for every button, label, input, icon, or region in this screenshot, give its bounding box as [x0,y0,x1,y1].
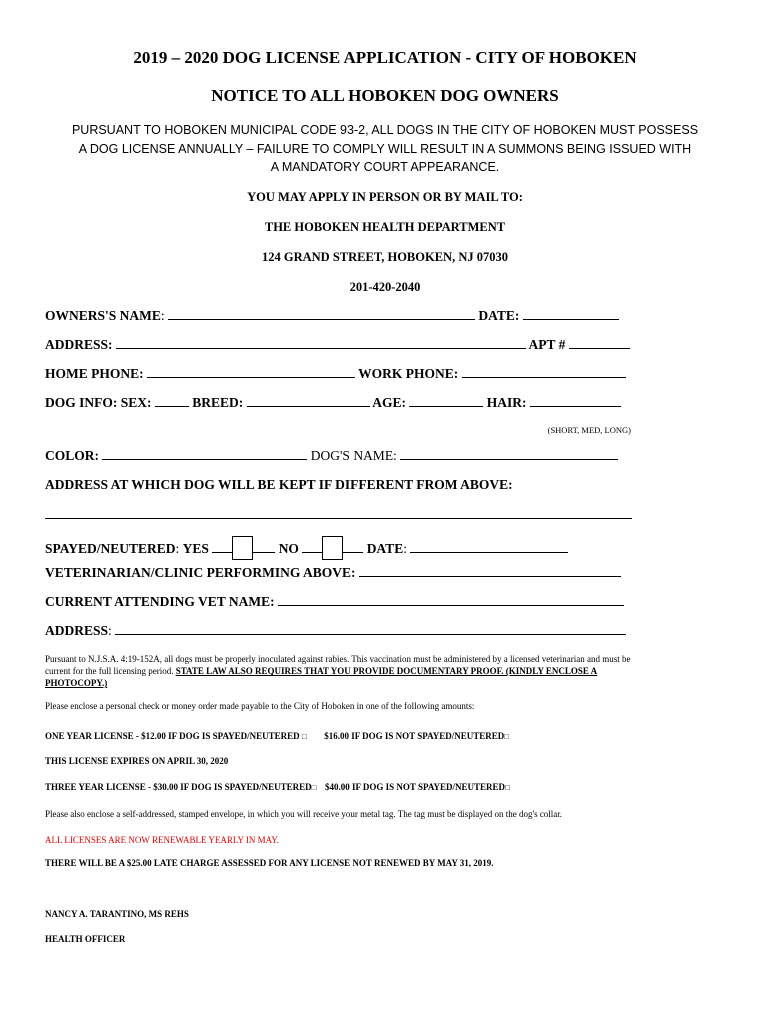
notice-line-1: PURSUANT TO HOBOKEN MUNICIPAL CODE 93-2, ALL DOGS IN THE CITY OF HOBOKEN MUST POSSESS [71,123,699,137]
three-year-license-row [45,782,510,792]
address-row [45,337,630,353]
no-checkbox[interactable] [322,536,343,560]
department-address: 124 GRAND STREET, HOBOKEN, NJ 07030 [262,250,508,264]
payment-instruction: Please enclose a personal check or money order made payable to the City of Hoboken in one of the following amounts: [45,701,475,711]
three-year-not-spayed: $40.00 IF DOG IS NOT SPAYED/NEUTERED [324,782,506,792]
age-label: AGE: [372,395,407,410]
hair-field[interactable] [530,395,621,407]
signatory-name: NANCY A. TARANTINO, MS REHS [45,909,189,919]
one-year-not-spayed-checkbox[interactable]: □ [504,732,510,741]
no-label: NO [278,541,299,556]
one-year-spayed: ONE YEAR LICENSE - $12.00 IF DOG IS SPAYED/NEUTERED [45,731,300,741]
breed-field[interactable] [247,395,370,407]
owners-name-label: OWNERS'S NAME [45,308,161,323]
owners-name-row: OWNERS'S NAME: DATE: [45,308,619,324]
envelope-instruction: Please also enclose a self-addressed, stamped envelope, in which you will receive your metal tag. The tag must be displayed on the dog's collar. [45,809,563,819]
one-year-not-spayed: $16.00 IF DOG IS NOT SPAYED/NEUTERED [324,731,505,741]
rabies-paragraph [45,653,630,689]
dogs-name-label: DOG'S NAME: [310,448,397,463]
work-phone-field[interactable] [462,366,626,378]
date2-label: DATE [366,541,404,556]
spayed-label: SPAYED/NEUTERED [45,541,176,556]
color-label: COLOR: [45,448,99,463]
work-phone-label: WORK PHONE: [358,366,459,381]
hair-label: HAIR: [486,395,527,410]
notice-line-2: A DOG LICENSE ANNUALLY – FAILURE TO COMPLY WILL RESULT IN A SUMMONS BEING ISSUED WITH [78,141,692,156]
vet-clinic-row [45,565,621,581]
color-field[interactable] [102,448,307,460]
vet-address-field[interactable] [115,623,626,635]
vet-address-row: ADDRESS: [45,623,626,639]
vet-clinic-field[interactable] [359,565,621,577]
current-vet-label: CURRENT ATTENDING VET NAME: [45,594,275,609]
current-vet-row [45,594,624,610]
current-vet-field[interactable] [278,594,624,606]
department-name: THE HOBOKEN HEALTH DEPARTMENT [264,220,506,234]
date-field[interactable] [523,308,619,320]
notice-line-3: A MANDATORY COURT APPEARANCE. [270,160,500,174]
sex-label: DOG INFO: SEX: [45,395,152,410]
yes-checkbox[interactable] [232,536,253,560]
date-label: DATE: [478,308,520,323]
dog-address-label: ADDRESS AT WHICH DOG WILL BE KEPT IF DIFFERENT FROM ABOVE: [45,477,513,492]
signatory-title: HEALTH OFFICER [45,934,126,944]
dog-address-field[interactable] [45,507,632,519]
dogs-name-field[interactable] [400,448,618,460]
rabies-line-1: Pursuant to N.J.S.A. 4:19-152A, all dogs must be properly inoculated against rabies. This vaccination must be administered by a licensed veterinarian and must be [45,654,631,664]
rabies-line-2: current for the full licensing period. STATE LAW ALSO REQUIRES THAT YOU PROVIDE DOCUMENTARY PROOF. (KINDLY ENCLOSE A [45,666,598,676]
home-phone-label: HOME PHONE: [45,366,144,381]
address-label: ADDRESS: [45,337,113,352]
age-field[interactable] [409,395,483,407]
state-law-notice: STATE LAW ALSO REQUIRES THAT YOU PROVIDE DOCUMENTARY PROOF. (KINDLY ENCLOSE A [175,666,598,676]
three-year-spayed: THREE YEAR LICENSE - $30.00 IF DOG IS SPAYED/NEUTERED [45,782,312,792]
three-year-spayed-checkbox[interactable]: □ [311,783,317,792]
license-expiration: THIS LICENSE EXPIRES ON APRIL 30, 2020 [45,756,229,766]
hair-hint: (SHORT, MED, LONG) [547,425,631,435]
three-year-not-spayed-checkbox[interactable]: □ [505,783,510,792]
spayed-row: SPAYED/NEUTERED: YES NO DATE: [45,536,568,560]
apt-field[interactable] [569,337,630,349]
owners-name-field[interactable] [168,308,475,320]
color-row [45,448,618,464]
sex-field[interactable] [155,395,189,407]
address-field[interactable] [116,337,526,349]
spay-date-field[interactable] [410,541,568,553]
page-subtitle: NOTICE TO ALL HOBOKEN DOG OWNERS [211,86,559,105]
vet-clinic-label: VETERINARIAN/CLINIC PERFORMING ABOVE: [45,565,356,580]
breed-label: BREED: [192,395,244,410]
phone-row [45,366,626,382]
one-year-license-row [45,731,509,741]
vet-address-label: ADDRESS [45,623,109,638]
yes-label: YES [182,541,209,556]
department-phone: 201-420-2040 [349,280,421,294]
late-charge-notice: THERE WILL BE A $25.00 LATE CHARGE ASSESSED FOR ANY LICENSE NOT RENEWED BY MAY 31, 2019. [45,858,494,868]
home-phone-field[interactable] [147,366,355,378]
renewal-notice: ALL LICENSES ARE NOW RENEWABLE YEARLY IN MAY. [45,835,279,845]
dog-info-row [45,395,621,411]
apt-label: APT # [528,337,566,352]
notice-paragraph [0,121,770,177]
rabies-line-3: PHOTOCOPY.) [45,678,108,688]
one-year-spayed-checkbox[interactable]: □ [301,732,307,741]
apply-instruction: YOU MAY APPLY IN PERSON OR BY MAIL TO: [247,190,523,204]
page-title: 2019 – 2020 DOG LICENSE APPLICATION - CITY OF HOBOKEN [133,48,637,67]
